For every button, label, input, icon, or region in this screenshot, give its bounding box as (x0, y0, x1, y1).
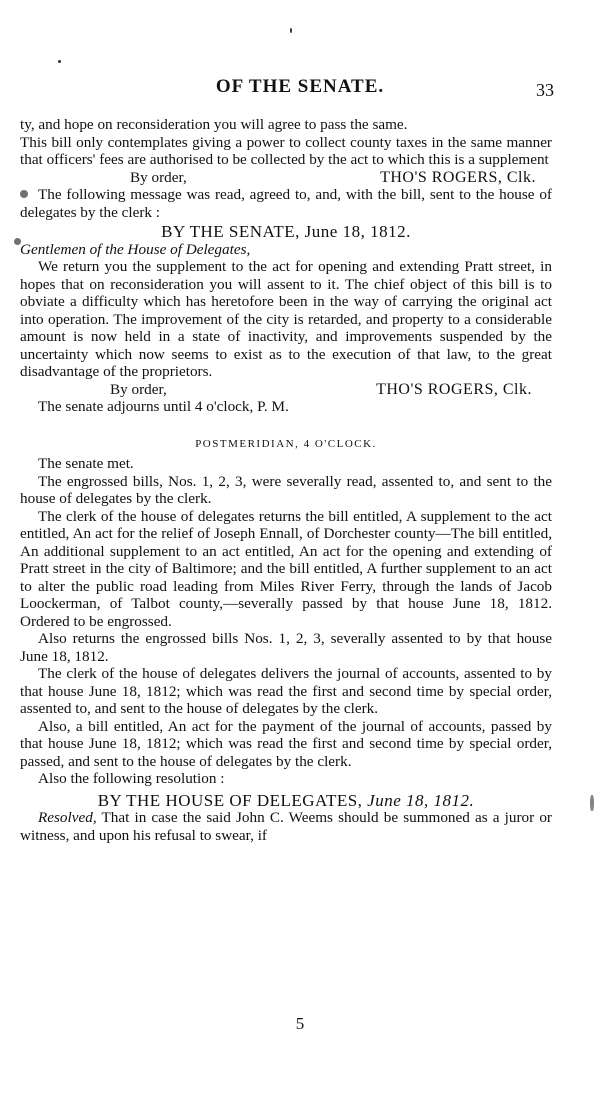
section-heading: POSTMERIDIAN, 4 O'CLOCK. (195, 437, 377, 450)
resolution-text: That in case the said John C. Weems should be summoned as a juror or witness, and upon his refusal to swear, if (20, 809, 552, 844)
salutation: Gentlemen of the House of Delegates, (20, 240, 251, 258)
running-title: OF THE SENATE. (215, 76, 385, 97)
ink-speck (58, 60, 61, 63)
message-paragraph: We return you the supplement to the act for opening and extending Pratt street, in hopes that on reconsideration you will assent to it. The chief object of this bill is to obviate a difficulty which has heretofore been in the way of carrying the original act into operation. The improvement of the city is retarded, and property to a considerable amount is now held in a state of inactivity, and improvements suspended by the uncertainty which now seems to exist as to the execution of that law, to the great disadvantage of the proprietors. (20, 258, 552, 380)
paragraph: This bill only contemplates giving a power to collect county taxes in the same manner that officers' fees are authorised to be collected by the act to which this is a supplement (20, 133, 552, 168)
paragraph: The senate met. (38, 455, 134, 472)
dateline-date: June 18, 1812. (367, 790, 475, 810)
resolution-paragraph (20, 809, 552, 844)
paragraph: ty, and hope on reconsideration you will agree to pass the same. (20, 116, 408, 133)
adjournment-line: The senate adjourns until 4 o'clock, P. M. (38, 398, 289, 415)
paragraph: Also, a bill entitled, An act for the payment of the journal of accounts, passed by that house June 18, 1812; which was read the first and second time by special order, passed, and sent to the house of delegates by the clerk. (20, 717, 552, 770)
signature-mark: 5 (295, 1014, 305, 1033)
body-text (20, 116, 552, 844)
clerk-signature: THO'S ROGERS, Clk. (376, 380, 532, 398)
signature-line (20, 381, 552, 399)
paragraph: Also the following resolution : (38, 770, 225, 787)
dateline (20, 792, 552, 810)
dateline: BY THE SENATE, June 18, 1812. (161, 222, 411, 241)
resolved-word: Resolved, (38, 809, 97, 826)
clerk-signature: THO'S ROGERS, Clk. (380, 168, 536, 186)
signature-line (20, 169, 552, 187)
paragraph: The engrossed bills, Nos. 1, 2, 3, were severally read, assented to, and sent to the house of delegates by the clerk. (20, 472, 552, 507)
by-order-label: By order, (130, 168, 187, 186)
house-heading: BY THE HOUSE OF DELEGATES, (97, 790, 363, 810)
paragraph: Also returns the engrossed bills Nos. 1, 2, 3, severally assented to by that house June 18, 1812. (20, 630, 552, 665)
by-order-label: By order, (110, 380, 167, 398)
ink-mark (590, 795, 594, 811)
page-number: 33 (536, 80, 554, 100)
paragraph: The clerk of the house of delegates returns the bill entitled, A supplement to the act entitled, An act for the relief of Joseph Ennall, of Dorchester county—The bill entitled, An additional supplement to an act entitled, An act for the opening and extending of Pratt street in the city of Baltimore; and the bill entitled, A further supplement to an act to alter the public road leading from Miles River Ferry, through the lands of Jacob Loockerman, of Talbot county,—severally passed by that house June 18, 1812. Ordered to be engrossed. (20, 507, 552, 630)
paragraph: The clerk of the house of delegates delivers the journal of accounts, assented to by that house June 18, 1812; which was read the first and second time by special order, assented to, and sent to the house of delegates by the clerk. (20, 665, 552, 717)
paragraph: The following message was read, agreed to, and, with the bill, sent to the house of delegates by the clerk : (20, 186, 552, 221)
ink-speck (290, 28, 292, 33)
